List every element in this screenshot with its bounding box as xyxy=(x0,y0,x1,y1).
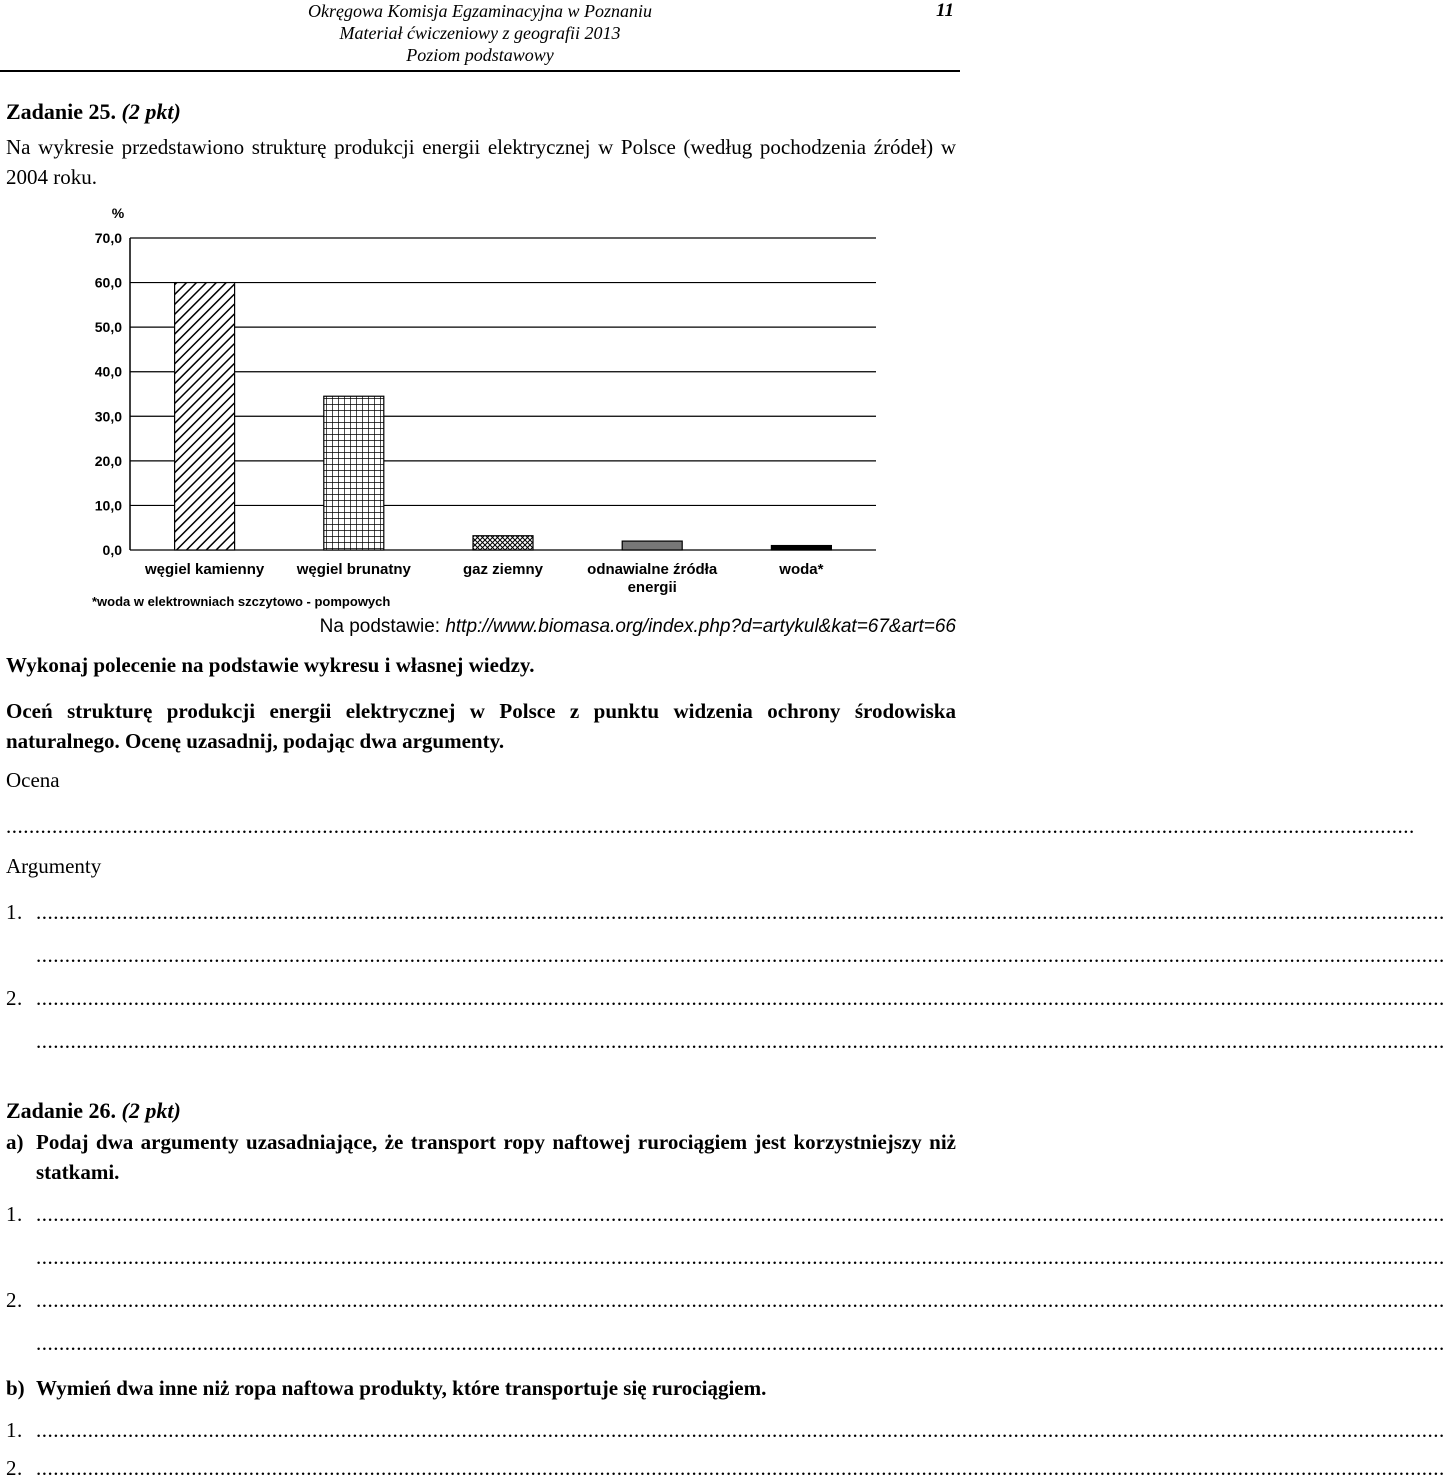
task25-intro: Na wykresie przedstawiono strukturę produkcji energii elektrycznej w Polsce (według pochodzenia źródeł) w 2004 roku. xyxy=(6,135,956,189)
y-tick-label: 40,0 xyxy=(94,363,122,380)
task26-points: (2 pkt) xyxy=(121,1098,181,1123)
26b-2-number: 2. xyxy=(6,1456,23,1480)
chart-source-prefix: Na podstawie: xyxy=(319,616,446,637)
task26a-marker: a) xyxy=(6,1130,24,1154)
page-number: 11 xyxy=(936,0,954,21)
answer-line-26a-1[interactable] xyxy=(6,1202,1445,1226)
arg1-cont-dots: ..................................................................................................................................................................................................................................................... xyxy=(36,943,1445,967)
chart-source-url: http://www.biomasa.org/index.php?d=artykul&kat=67&art=66 xyxy=(445,616,956,637)
26a-1-number: 1. xyxy=(6,1202,23,1226)
y-axis-label: % xyxy=(111,205,125,221)
arg1-dots: ..................................................................................................................................................................................................................................................... xyxy=(36,900,1445,924)
26b-1-dots: ..................................................................................................................................................................................................................................................... xyxy=(36,1418,1445,1442)
answer-line-arg2-cont[interactable] xyxy=(6,1029,1445,1053)
task26b-text: Wymień dwa inne niż ropa naftowa produkty, które transportuje się rurociągiem. xyxy=(36,1376,767,1400)
task26-title-text: Zadanie 26. xyxy=(6,1098,117,1123)
task25-title xyxy=(6,98,956,126)
argumenty-label: Argumenty xyxy=(6,854,102,878)
chart-source xyxy=(320,616,956,638)
x-tick-label: węgiel brunatny xyxy=(296,561,411,578)
chart-footnote: *woda w elektrowniach szczytowo - pompowych xyxy=(92,594,391,609)
page-header xyxy=(0,0,960,72)
x-tick-label: odnawialne źródła xyxy=(587,561,718,578)
arg2-dots: ..................................................................................................................................................................................................................................................... xyxy=(36,986,1445,1010)
x-tick-label: energii xyxy=(627,579,677,596)
y-tick-label: 0,0 xyxy=(102,542,122,558)
26b-1-number: 1. xyxy=(6,1418,23,1442)
bar-3 xyxy=(473,536,533,550)
26b-2-dots: ..................................................................................................................................................................................................................................................... xyxy=(36,1456,1445,1480)
x-tick-label: węgiel kamienny xyxy=(144,561,265,578)
header-rule xyxy=(0,70,960,72)
arg2-number: 2. xyxy=(6,986,23,1010)
bar-1 xyxy=(175,283,235,550)
26a-1-cont-dots: ..................................................................................................................................................................................................................................................... xyxy=(36,1245,1445,1269)
ocena-label: Ocena xyxy=(6,768,60,792)
answer-line-26b-1[interactable] xyxy=(6,1418,1445,1442)
y-tick-label: 20,0 xyxy=(94,452,122,469)
header-lines xyxy=(0,0,960,66)
y-tick-label: 10,0 xyxy=(94,497,122,514)
arg1-number: 1. xyxy=(6,900,23,924)
answer-line-arg1[interactable] xyxy=(6,900,1445,924)
answer-line-26a-2-cont[interactable] xyxy=(6,1331,1445,1355)
task25-instruction: Wykonaj polecenie na podstawie wykresu i własnej wiedzy. xyxy=(6,653,535,677)
header-line-1: Okręgowa Komisja Egzaminacyjna w Poznaniu xyxy=(308,1,652,21)
bar-4 xyxy=(622,541,682,550)
task25-title-text: Zadanie 25. xyxy=(6,99,117,124)
y-tick-label: 30,0 xyxy=(94,408,122,425)
header-line-3: Poziom podstawowy xyxy=(406,45,554,65)
answer-line-26a-2[interactable] xyxy=(6,1288,1445,1312)
task25-question: Oceń strukturę produkcji energii elektrycznej w Polsce z punktu widzenia ochrony środowiska naturalnego. Ocenę uzasadnij, podając dwa argumenty. xyxy=(6,699,956,753)
energy-chart xyxy=(80,200,880,612)
x-tick-label: woda* xyxy=(779,561,824,578)
task26a xyxy=(6,1127,956,1187)
bar-5 xyxy=(771,546,831,550)
task26b xyxy=(6,1373,956,1403)
answer-line-26a-1-cont[interactable] xyxy=(6,1245,1445,1269)
task26a-text: Podaj dwa argumenty uzasadniające, że transport ropy naftowej rurociągiem jest korzystniejszy niż statkami. xyxy=(36,1130,956,1184)
task26-title xyxy=(6,1097,956,1125)
y-tick-label: 70,0 xyxy=(94,230,122,246)
bar-2 xyxy=(324,396,384,550)
y-tick-label: 50,0 xyxy=(94,319,122,336)
task25-points: (2 pkt) xyxy=(121,99,181,124)
arg2-cont-dots: ..................................................................................................................................................................................................................................................... xyxy=(36,1029,1445,1053)
26a-1-dots: ..................................................................................................................................................................................................................................................... xyxy=(36,1202,1445,1226)
answer-line-26b-2[interactable] xyxy=(6,1456,1445,1480)
answer-line-arg1-cont[interactable] xyxy=(6,943,1445,967)
y-tick-label: 60,0 xyxy=(94,274,122,291)
x-tick-label: gaz ziemny xyxy=(462,561,544,578)
task26b-marker: b) xyxy=(6,1376,25,1400)
26a-2-number: 2. xyxy=(6,1288,23,1312)
answer-line-arg2[interactable] xyxy=(6,986,1445,1010)
header-line-2: Materiał ćwiczeniowy z geografii 2013 xyxy=(339,23,621,43)
26a-2-dots: ..................................................................................................................................................................................................................................................... xyxy=(36,1288,1445,1312)
answer-line-ocena[interactable]: ..................................................................................................................................................................................................................................................... xyxy=(6,814,1415,838)
26a-2-cont-dots: ..................................................................................................................................................................................................................................................... xyxy=(36,1331,1445,1355)
